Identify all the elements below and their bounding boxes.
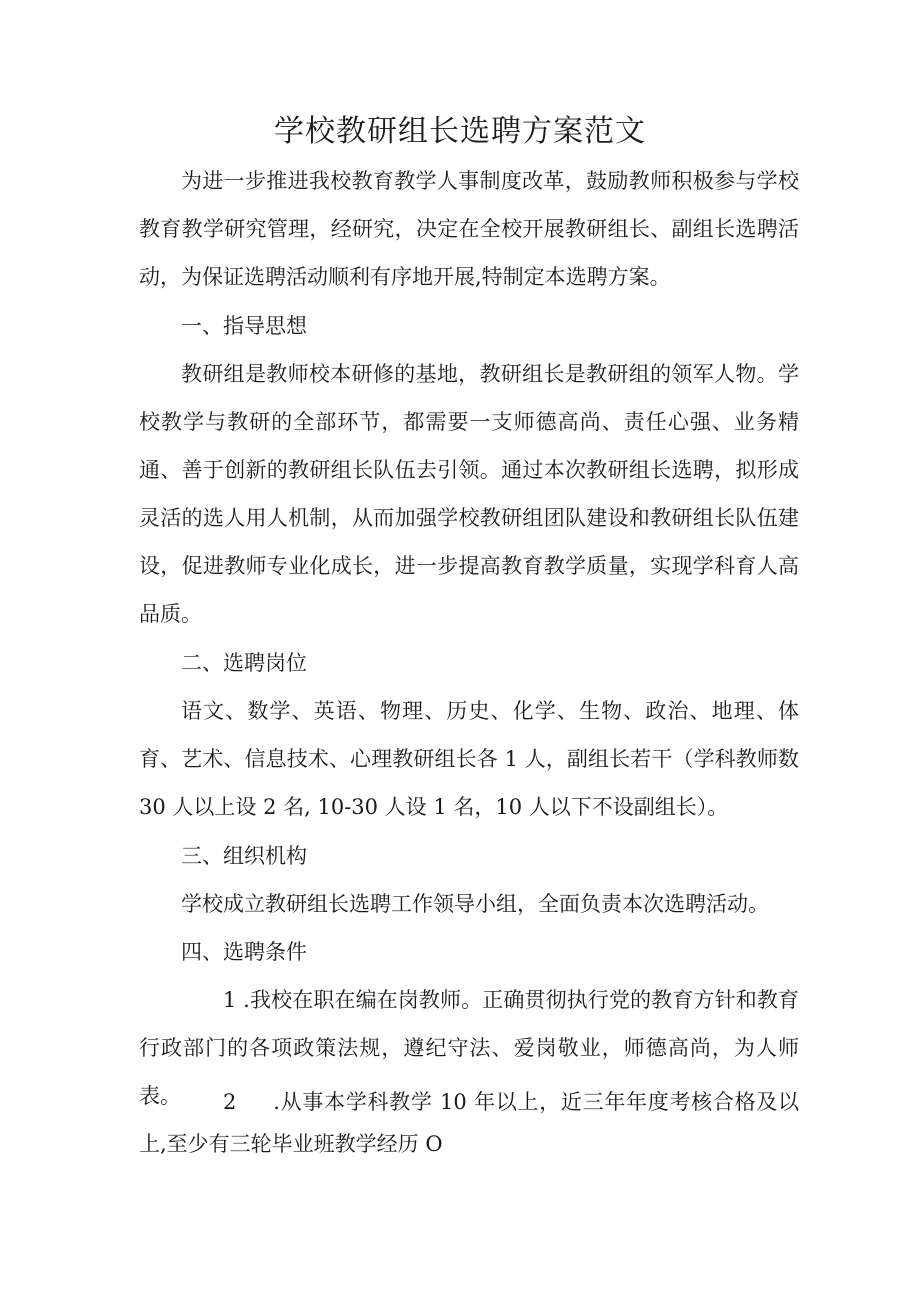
positions-paragraph: 语文、数学、英语、物理、历史、化学、生物、政治、地理、体育、艺术、信息技术、心理教研组长各 1 人，副组长若干（学科教师数 30 人以上设 2 名, 10-30 人设 1 名，10 人以下不设副组长）。 (139, 699, 799, 819)
section-heading-conditions: 四、选聘条件 (181, 940, 307, 964)
section-heading-guiding-ideology: 一、指导思想 (181, 314, 307, 338)
condition-item-2-number: 2 (223, 1090, 237, 1114)
section-heading-positions: 二、选聘岗位 (181, 651, 307, 675)
intro-paragraph: 为进一步推进我校教育教学人事制度改革，鼓励教师积极参与学校教育教学研究管理，经研究，决定在全校开展教研组长、副组长选聘活动，为保证选聘活动顺利有序地开展,特制定本选聘方案。 (139, 169, 799, 289)
condition-item-1-text: .我校在职在编在岗教师。正确贯彻执行党的教育方针和教育行政部门的各项政策法规，遵纪守法、爱岗敬业，师德高尚，为人师表。 (139, 988, 799, 1108)
condition-item-2-text: .从事本学科教学 10 年以上，近三年年度考核合格及以上,至少有三轮毕业班教学经历 O (139, 1090, 799, 1156)
document-title: 学校教研组长选聘方案范文 (274, 114, 646, 149)
section-heading-organization: 三、组织机构 (181, 844, 307, 868)
condition-item-1-number: 1 (223, 988, 237, 1012)
organization-paragraph: 学校成立教研组长选聘工作领导小组，全面负责本次选聘活动。 (181, 892, 769, 916)
condition-item-2 (139, 1081, 799, 1165)
guiding-ideology-paragraph: 教研组是教师校本研修的基地，教研组长是教研组的领军人物。学校教学与教研的全部环节，都需要一支师德高尚、责任心强、业务精通、善于创新的教研组长队伍去引领。通过本次教研组长选聘，拟形成灵活的选人用人机制，从而加强学校教研组团队建设和教研组长队伍建设，促进教师专业化成长，进一步提高教育教学质量，实现学科育人高品质。 (139, 362, 799, 626)
